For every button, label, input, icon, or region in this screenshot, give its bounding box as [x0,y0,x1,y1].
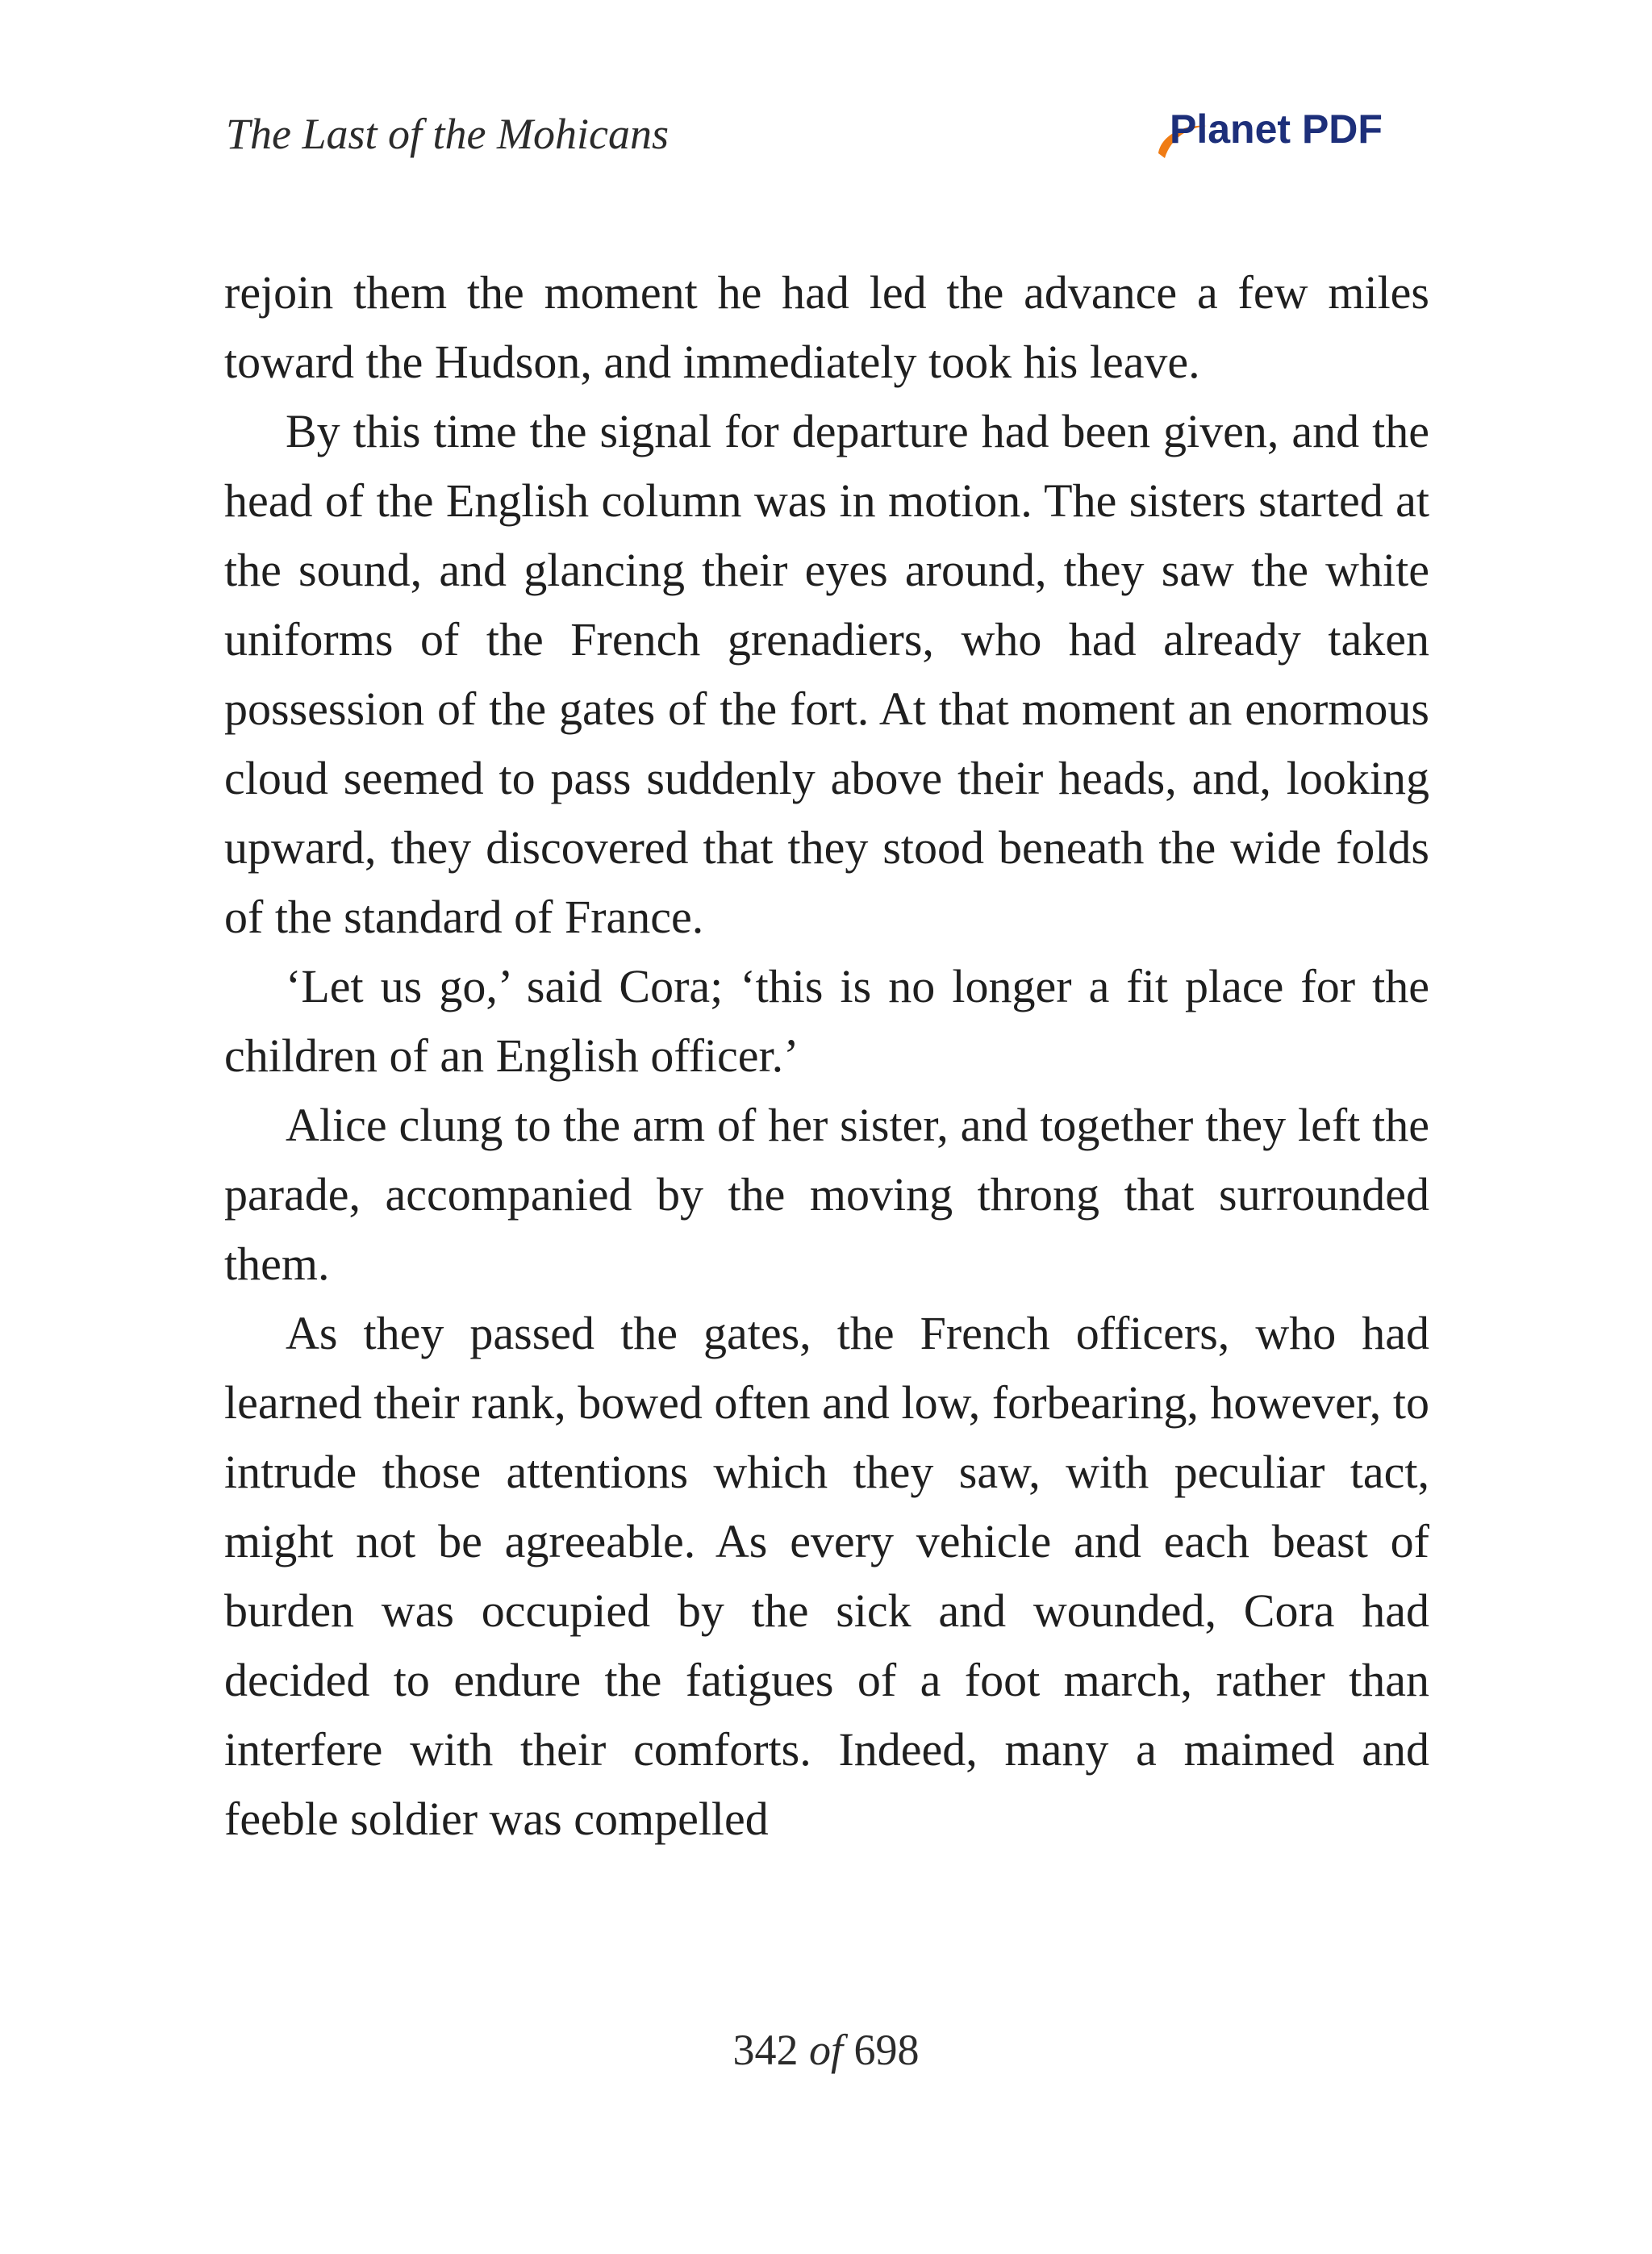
paragraph-continuation: rejoin them the moment he had led the advance a few miles toward the Hudson, and immediately took his leave. [224,266,1429,388]
paragraph: ‘Let us go,’ said Cora; ‘this is no longer a fit place for the children of an English officer.’ [224,960,1429,1082]
page-body [224,258,1429,1854]
paragraph: As they passed the gates, the French officers, who had learned their rank, bowed often and low, forbearing, however, to intrude those attentions which they saw, with peculiar tact, might not be agreeable. As every vehicle and each beast of burden was occupied by the sick and wounded, Cora had decided to endure the fatigues of a foot march, rather than interfere with their comforts. Indeed, many a maimed and feeble soldier was compelled [224,1307,1429,1845]
paragraph: By this time the signal for departure had been given, and the head of the English column was in motion. The sisters started at the sound, and glancing their eyes around, they saw the white uniforms of the French grenadiers, who had already taken possession of the gates of the fort. At that moment an enormous cloud seemed to pass suddenly above their heads, and, looking upward, they discovered that they stood beneath the wide folds of the standard of France. [224,405,1429,943]
page-header [226,105,1428,194]
page-of-label: of [808,2026,843,2074]
page-footer [0,2022,1652,2078]
paragraph: Alice clung to the arm of her sister, and together they left the parade, accompanied by the moving throng that surrounded them. [224,1099,1429,1290]
page-number: 342 [732,2026,799,2074]
book-title: The Last of the Mohicans [226,110,669,158]
logo-text: Planet PDF [1170,106,1383,152]
planet-pdf-logo [1153,103,1412,176]
total-pages: 698 [853,2026,920,2074]
